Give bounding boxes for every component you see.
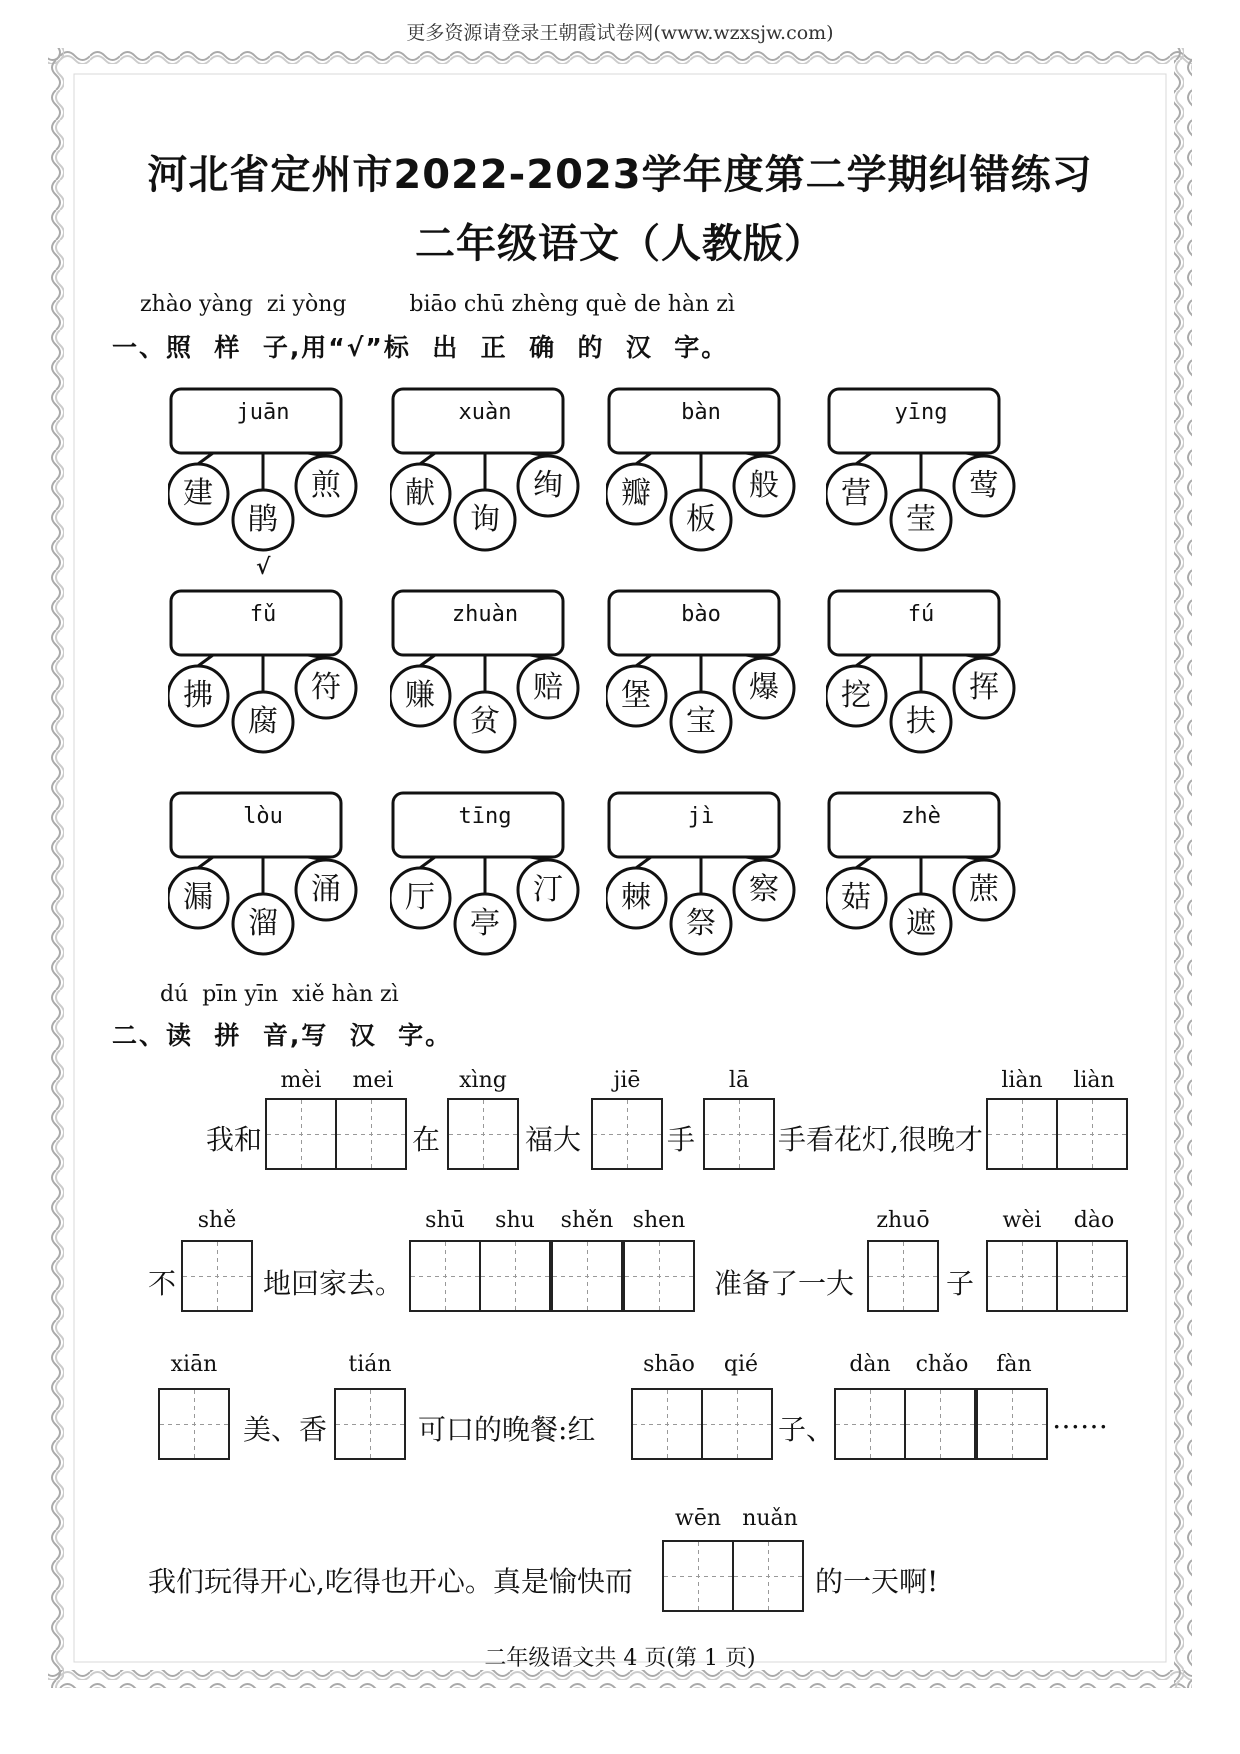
row3-pinyin3: shāo bbox=[643, 1352, 695, 1377]
char-group bbox=[390, 790, 590, 970]
row3-pinyin1: xiān bbox=[170, 1352, 218, 1377]
char-option[interactable]: 瓣 bbox=[621, 476, 651, 511]
row2-pinyin4: shěn bbox=[560, 1208, 614, 1233]
row4-pinyin2: nuǎn bbox=[742, 1506, 798, 1531]
group-pinyin: bàn bbox=[681, 400, 721, 425]
char-option[interactable]: 营 bbox=[841, 476, 871, 511]
writing-box[interactable] bbox=[662, 1540, 734, 1612]
group-pinyin: fú bbox=[907, 602, 935, 627]
char-option[interactable]: 菇 bbox=[841, 880, 871, 915]
char-group bbox=[606, 386, 806, 566]
row1-text5: 手看花灯,很晚才 bbox=[778, 1123, 983, 1156]
char-option[interactable]: 赔 bbox=[533, 670, 563, 705]
char-group bbox=[168, 790, 368, 970]
page-title: 河北省定州市2022-2023学年度第二学期纠错练习 bbox=[147, 152, 1093, 198]
char-option[interactable]: 板 bbox=[686, 502, 716, 537]
writing-box[interactable] bbox=[479, 1240, 551, 1312]
connector-line bbox=[856, 453, 871, 464]
connector-line bbox=[856, 857, 871, 868]
char-group bbox=[390, 386, 590, 566]
char-option[interactable]: 般 bbox=[749, 468, 779, 503]
row2-pinyin8: dào bbox=[1073, 1208, 1115, 1233]
section2-heading: 二、读 拼 音,写 汉 字。 bbox=[112, 1021, 453, 1050]
char-option[interactable]: 蔗 bbox=[969, 872, 999, 907]
section1-heading: 一、照 样 子,用“√”标 出 正 确 的 汉 字。 bbox=[112, 333, 729, 362]
char-option[interactable]: 符 bbox=[311, 670, 341, 705]
writing-box[interactable] bbox=[335, 1098, 407, 1170]
page-subtitle: 二年级语文（人教版） bbox=[415, 221, 825, 267]
char-option[interactable]: 祭 bbox=[686, 906, 716, 941]
char-option[interactable]: 莹 bbox=[906, 502, 936, 537]
row1-pinyin4: jiē bbox=[613, 1068, 641, 1093]
group-pinyin: xuàn bbox=[458, 400, 512, 425]
row1-text2: 在 bbox=[412, 1123, 441, 1156]
char-option[interactable]: 献 bbox=[405, 476, 435, 511]
writing-box[interactable] bbox=[447, 1098, 519, 1170]
row1-pinyin7: liàn bbox=[1073, 1068, 1115, 1093]
row1-pinyin6: liàn bbox=[1001, 1068, 1043, 1093]
row4-pinyin1: wēn bbox=[674, 1506, 722, 1531]
row2-pinyin5: shen bbox=[632, 1208, 686, 1233]
writing-box[interactable] bbox=[732, 1540, 804, 1612]
connector-line bbox=[636, 453, 651, 464]
connector-line bbox=[198, 857, 213, 868]
row2-pinyin7: wèi bbox=[1002, 1208, 1042, 1233]
writing-box[interactable] bbox=[181, 1240, 253, 1312]
connector-line bbox=[420, 857, 435, 868]
char-group bbox=[606, 790, 806, 970]
char-group bbox=[826, 790, 1026, 970]
connector-line bbox=[420, 453, 435, 464]
char-option[interactable]: 扶 bbox=[906, 704, 936, 739]
row1-text3: 福大 bbox=[525, 1123, 582, 1156]
row3-text3: 子、 bbox=[778, 1413, 835, 1446]
row3-pinyin7: fàn bbox=[996, 1352, 1032, 1377]
char-group bbox=[826, 588, 1026, 768]
section1-pinyin: zhào yàng zi yòng biāo chū zhèng què de hàn zì bbox=[140, 292, 735, 317]
writing-box[interactable] bbox=[265, 1098, 337, 1170]
writing-box[interactable] bbox=[631, 1388, 703, 1460]
connector-line bbox=[636, 655, 651, 666]
char-option[interactable]: 溜 bbox=[248, 906, 278, 941]
row4-text1: 我们玩得开心,吃得也开心。真是愉快而 bbox=[148, 1565, 633, 1598]
char-group bbox=[168, 588, 368, 768]
char-option[interactable]: 涌 bbox=[311, 872, 341, 907]
writing-box[interactable] bbox=[158, 1388, 230, 1460]
row3-text4: …… bbox=[1052, 1402, 1108, 1435]
writing-box[interactable] bbox=[623, 1240, 695, 1312]
row3-text2: 可口的晚餐:红 bbox=[418, 1413, 596, 1446]
section2-pinyin: dú pīn yīn xiě hàn zì bbox=[160, 982, 399, 1007]
char-option[interactable]: 亭 bbox=[470, 906, 500, 941]
char-option[interactable]: 挖 bbox=[841, 678, 871, 713]
row1-pinyin1: mèi bbox=[280, 1068, 322, 1093]
row1-text4: 手 bbox=[667, 1123, 696, 1156]
row3-pinyin2: tián bbox=[348, 1352, 392, 1377]
row2-text2: 地回家去。 bbox=[263, 1267, 404, 1300]
char-option[interactable]: 绚 bbox=[533, 468, 563, 503]
group-pinyin: tīng bbox=[458, 804, 512, 829]
writing-box[interactable] bbox=[701, 1388, 773, 1460]
char-option[interactable]: 宝 bbox=[686, 704, 716, 739]
char-option[interactable]: 堡 bbox=[621, 678, 651, 713]
group-pinyin: fǔ bbox=[249, 602, 277, 627]
char-option[interactable]: 挥 bbox=[969, 670, 999, 705]
char-option[interactable]: 拂 bbox=[183, 678, 213, 713]
connector-line bbox=[636, 857, 651, 868]
writing-box[interactable] bbox=[334, 1388, 406, 1460]
writing-box[interactable] bbox=[1056, 1240, 1128, 1312]
char-group bbox=[168, 386, 368, 580]
char-group bbox=[606, 588, 806, 768]
writing-box[interactable] bbox=[703, 1098, 775, 1170]
row2-pinyin2: shū bbox=[425, 1208, 465, 1233]
writing-box[interactable] bbox=[591, 1098, 663, 1170]
row2-pinyin1: shě bbox=[197, 1208, 237, 1233]
char-option[interactable]: 赚 bbox=[405, 678, 435, 713]
char-option[interactable]: 漏 bbox=[183, 880, 213, 915]
page-footer: 二年级语文共 4 页(第 1 页) bbox=[484, 1646, 756, 1671]
char-option[interactable]: 察 bbox=[749, 872, 779, 907]
char-group bbox=[826, 386, 1026, 566]
char-option[interactable]: 腐 bbox=[248, 704, 278, 739]
writing-box[interactable] bbox=[409, 1240, 481, 1312]
char-option[interactable]: 棘 bbox=[621, 880, 651, 915]
writing-box[interactable] bbox=[986, 1098, 1058, 1170]
row2-pinyin6: zhuō bbox=[876, 1208, 930, 1233]
group-pinyin: yīng bbox=[894, 400, 948, 425]
connector-line bbox=[856, 655, 871, 666]
row3-pinyin5: dàn bbox=[849, 1352, 891, 1377]
writing-box[interactable] bbox=[834, 1388, 906, 1460]
row4-text2: 的一天啊! bbox=[815, 1565, 939, 1598]
char-option[interactable]: 爆 bbox=[749, 670, 779, 705]
row2-text4: 子 bbox=[946, 1267, 975, 1300]
char-option[interactable]: 鹃 bbox=[248, 502, 278, 537]
row2-pinyin3: shu bbox=[495, 1208, 535, 1233]
char-option[interactable]: 汀 bbox=[533, 872, 563, 907]
writing-box[interactable] bbox=[976, 1388, 1048, 1460]
char-option[interactable]: 贫 bbox=[470, 704, 500, 739]
group-pinyin: lòu bbox=[243, 804, 283, 829]
writing-box[interactable] bbox=[1056, 1098, 1128, 1170]
connector-line bbox=[420, 655, 435, 666]
group-pinyin: jì bbox=[687, 804, 715, 829]
char-option[interactable]: 厅 bbox=[405, 880, 435, 915]
watermark: 更多资源请登录王朝霞试卷网(www.wzxsjw.com) bbox=[406, 22, 834, 44]
connector-line bbox=[198, 655, 213, 666]
writing-box[interactable] bbox=[867, 1240, 939, 1312]
char-option[interactable]: 建 bbox=[183, 476, 213, 511]
writing-box[interactable] bbox=[551, 1240, 623, 1312]
group-pinyin: bào bbox=[681, 602, 721, 627]
char-group bbox=[390, 588, 590, 768]
row3-pinyin4: qié bbox=[723, 1352, 759, 1377]
row3-text1: 美、香 bbox=[243, 1413, 328, 1446]
row1-pinyin2: mei bbox=[352, 1068, 394, 1093]
row1-text1: 我和 bbox=[206, 1123, 263, 1156]
check-mark: √ bbox=[256, 554, 271, 580]
connector-line bbox=[198, 453, 213, 464]
group-pinyin: zhuàn bbox=[451, 602, 519, 627]
writing-box[interactable] bbox=[986, 1240, 1058, 1312]
row1-pinyin5: lā bbox=[728, 1068, 750, 1093]
row3-pinyin6: chǎo bbox=[915, 1352, 969, 1377]
char-option[interactable]: 询 bbox=[470, 502, 500, 537]
char-option[interactable]: 莺 bbox=[969, 468, 999, 503]
row1-pinyin3: xìng bbox=[459, 1068, 507, 1093]
char-option[interactable]: 遮 bbox=[906, 906, 936, 941]
char-option[interactable]: 煎 bbox=[311, 468, 341, 503]
row2-text3: 准备了一大 bbox=[714, 1267, 855, 1300]
group-pinyin: zhè bbox=[901, 804, 941, 829]
row2-text1: 不 bbox=[148, 1267, 177, 1300]
writing-box[interactable] bbox=[904, 1388, 976, 1460]
group-pinyin: juān bbox=[236, 400, 290, 425]
